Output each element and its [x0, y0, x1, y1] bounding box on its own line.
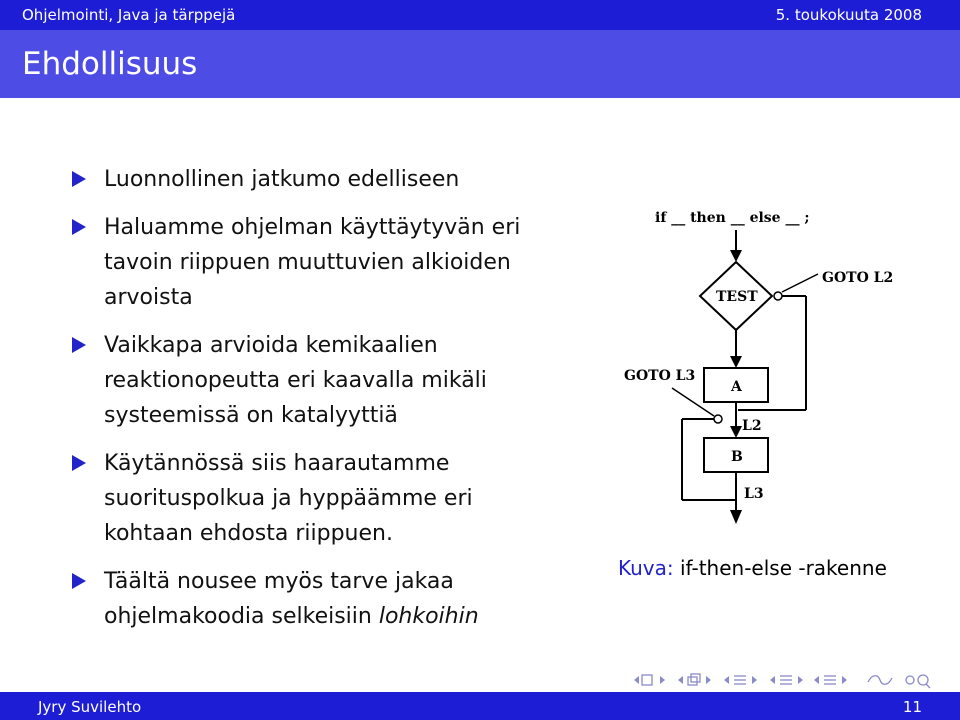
- bullet-item: [72, 328, 592, 433]
- flowchart-figure: [612, 200, 912, 530]
- bullet-item: [72, 446, 592, 551]
- nav-document-icon[interactable]: [814, 676, 847, 684]
- arrowhead-icon: [730, 250, 742, 262]
- nav-subsection-icon[interactable]: [678, 674, 711, 685]
- nav-section-icon[interactable]: [724, 676, 757, 684]
- lecture-date: 5. toukokuuta 2008: [775, 6, 922, 24]
- goto-l2-node: [774, 292, 782, 300]
- bullet-text: systeemissä on katalyyttiä: [104, 403, 398, 428]
- bullet-item: [72, 210, 592, 315]
- caption-label: Kuva:: [618, 556, 674, 580]
- bullet-text: tavoin riippuen muuttuvien alkioiden: [104, 250, 511, 275]
- test-label: TEST: [716, 289, 758, 305]
- bullet-list: [72, 162, 592, 647]
- footer-bar: [0, 692, 960, 720]
- headline-bar: [0, 0, 960, 30]
- arrowhead-icon: [730, 510, 742, 524]
- label-l3: L3: [744, 486, 764, 502]
- arrowhead-icon: [730, 426, 742, 438]
- bullet-item: [72, 564, 592, 634]
- nav-frame-icon[interactable]: [634, 675, 665, 685]
- caption-text: if-then-else -rakenne: [679, 556, 887, 580]
- bullet-text: suorituspolkua ja hyppäämme eri: [104, 486, 473, 511]
- box-a-label: A: [731, 379, 742, 395]
- bullet-text: kohtaan ehdosta riippuen.: [104, 521, 393, 546]
- arrowhead-icon: [730, 356, 742, 368]
- bullet-text: Vaikkapa arvioida kemikaalien: [104, 333, 438, 358]
- nav-search-icon[interactable]: [868, 675, 930, 688]
- bullet-text: [104, 599, 592, 634]
- bullet-triangle-icon: [72, 337, 86, 353]
- flow-line: [782, 274, 818, 292]
- bullet-text: Haluamme ohjelman käyttäytyvän eri: [104, 215, 521, 240]
- frame-title-bar: [0, 30, 960, 98]
- nav-section-icon[interactable]: [770, 676, 803, 684]
- bullet-triangle-icon: [72, 171, 86, 187]
- bullet-item: [72, 162, 592, 197]
- bullet-triangle-icon: [72, 455, 86, 471]
- bullet-text: Käytännössä siis haarautamme: [104, 451, 450, 476]
- goto-l2-label: GOTO L2: [822, 270, 894, 286]
- page-number: 11: [902, 698, 922, 716]
- bullet-triangle-icon: [72, 573, 86, 589]
- emphasis-word: lohkoihin: [378, 604, 479, 629]
- bullet-text: Täältä nousee myös tarve jakaa: [104, 569, 454, 594]
- goto-l3-label: GOTO L3: [624, 368, 696, 384]
- bullet-text: Luonnollinen jatkumo edelliseen: [104, 167, 460, 192]
- goto-l3-node: [714, 415, 722, 423]
- figure-caption: [618, 556, 887, 580]
- bullet-text-plain: ohjelmakoodia selkeisiin: [104, 604, 379, 629]
- code-line: if __ then __ else __ ;: [655, 210, 810, 226]
- author-name: Jyry Suvilehto: [38, 698, 142, 716]
- bullet-triangle-icon: [72, 219, 86, 235]
- course-title: Ohjelmointi, Java ja tärppejä: [22, 6, 236, 24]
- box-b-label: B: [731, 449, 743, 465]
- bullet-text: reaktionopeutta eri kaavalla mikäli: [104, 368, 487, 393]
- label-l2: L2: [742, 418, 762, 434]
- beamer-navigation: [630, 668, 955, 692]
- page-title: Ehdollisuus: [22, 46, 198, 82]
- bullet-text: arvoista: [104, 285, 193, 310]
